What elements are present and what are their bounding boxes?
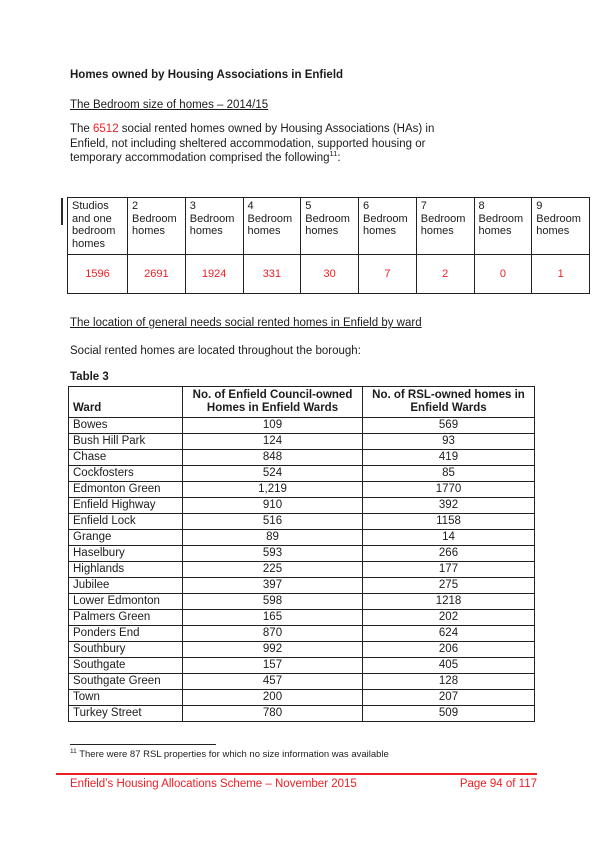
homes-count-cell: 848 — [183, 449, 363, 465]
ward-name-cell: Cockfosters — [69, 465, 183, 481]
bedroom-column-header: 8 Bedroom homes — [474, 198, 532, 255]
homes-count-cell: 14 — [363, 529, 535, 545]
homes-count-cell: 93 — [363, 433, 535, 449]
homes-count-cell: 780 — [183, 705, 363, 721]
ward-row — [69, 497, 535, 513]
ward-row — [69, 529, 535, 545]
ward-row — [69, 673, 535, 689]
bedroom-column-header: 7 Bedroom homes — [416, 198, 474, 255]
ward-name-cell: Bush Hill Park — [69, 433, 183, 449]
footer-rule — [56, 773, 537, 775]
ward-row — [69, 561, 535, 577]
ward-name-cell: Turkey Street — [69, 705, 183, 721]
ward-row — [69, 465, 535, 481]
ward-name-cell: Enfield Highway — [69, 497, 183, 513]
homes-count-cell: 524 — [183, 465, 363, 481]
bedroom-count-cell: 2691 — [128, 255, 186, 294]
homes-count-cell: 207 — [363, 689, 535, 705]
homes-count-cell: 202 — [363, 609, 535, 625]
intro-line1-pre: The — [70, 123, 94, 135]
ward-name-cell: Jubilee — [69, 577, 183, 593]
homes-count-cell: 206 — [363, 641, 535, 657]
homes-count-cell: 392 — [363, 497, 535, 513]
column-header-council-owned: No. of Enfield Council-owned Homes in Enfield Wards — [183, 387, 363, 418]
page-footer — [70, 778, 537, 790]
homes-count-cell: 593 — [183, 545, 363, 561]
homes-count-cell: 1158 — [363, 513, 535, 529]
ward-row — [69, 513, 535, 529]
bedroom-count-cell: 2 — [416, 255, 474, 294]
homes-count-cell: 177 — [363, 561, 535, 577]
homes-count-cell: 457 — [183, 673, 363, 689]
footnote-text: There were 87 RSL properties for which no size information was available — [79, 749, 389, 760]
ward-name-cell: Edmonton Green — [69, 481, 183, 497]
bedroom-column-header: 9 Bedroom homes — [532, 198, 590, 255]
bedroom-count-cell: 0 — [474, 255, 532, 294]
homes-count-cell: 419 — [363, 449, 535, 465]
ward-name-cell: Haselbury — [69, 545, 183, 561]
homes-count-cell: 225 — [183, 561, 363, 577]
bedroom-column-header: Studios and one bedroom homes — [68, 198, 128, 255]
ward-name-cell: Bowes — [69, 417, 183, 433]
bedroom-table-header-row — [68, 198, 590, 255]
homes-count-cell: 516 — [183, 513, 363, 529]
ward-row — [69, 657, 535, 673]
ward-name-cell: Grange — [69, 529, 183, 545]
homes-count-cell: 89 — [183, 529, 363, 545]
homes-count-cell: 397 — [183, 577, 363, 593]
ward-row — [69, 625, 535, 641]
intro-paragraph — [70, 122, 500, 166]
intro-line3: temporary accommodation comprised the following — [70, 152, 330, 165]
homes-count-cell: 1218 — [363, 593, 535, 609]
bedroom-column-header: 6 Bedroom homes — [359, 198, 417, 255]
ward-name-cell: Southbury — [69, 641, 183, 657]
homes-count-cell: 1770 — [363, 481, 535, 497]
ward-row — [69, 593, 535, 609]
bedroom-count-cell: 30 — [301, 255, 359, 294]
homes-count-cell: 509 — [363, 705, 535, 721]
homes-count-cell: 910 — [183, 497, 363, 513]
total-homes-count: 6512 — [93, 123, 119, 135]
bedroom-count-cell: 1924 — [185, 255, 243, 294]
ward-homes-table — [68, 386, 535, 722]
bedroom-count-cell: 1596 — [68, 255, 128, 294]
ward-name-cell: Chase — [69, 449, 183, 465]
homes-count-cell: 157 — [183, 657, 363, 673]
footnote-marker: 11 — [70, 747, 77, 755]
ward-name-cell: Lower Edmonton — [69, 593, 183, 609]
ward-name-cell: Palmers Green — [69, 609, 183, 625]
ward-table-header-row — [69, 387, 535, 418]
ward-row — [69, 449, 535, 465]
ward-name-cell: Town — [69, 689, 183, 705]
footnote — [70, 749, 389, 760]
bedroom-column-header: 5 Bedroom homes — [301, 198, 359, 255]
ward-row — [69, 545, 535, 561]
homes-count-cell: 200 — [183, 689, 363, 705]
intro-colon: : — [337, 152, 341, 165]
homes-count-cell: 598 — [183, 593, 363, 609]
table3-caption: Table 3 — [70, 371, 109, 383]
intro-line1-post: social rented homes owned by Housing Associations (HAs) in — [118, 123, 435, 135]
homes-count-cell: 109 — [183, 417, 363, 433]
bedroom-column-header: 2 Bedroom homes — [128, 198, 186, 255]
column-header-rsl-owned: No. of RSL-owned homes in Enfield Wards — [363, 387, 535, 418]
ward-name-cell: Southgate Green — [69, 673, 183, 689]
ward-name-cell: Enfield Lock — [69, 513, 183, 529]
footnote-separator-rule — [70, 744, 216, 745]
homes-count-cell: 128 — [363, 673, 535, 689]
homes-count-cell: 266 — [363, 545, 535, 561]
homes-count-cell: 870 — [183, 625, 363, 641]
ward-table-body — [69, 417, 535, 721]
ward-row — [69, 609, 535, 625]
ward-row — [69, 433, 535, 449]
bedroom-table-values-row — [68, 255, 590, 294]
homes-count-cell: 405 — [363, 657, 535, 673]
ward-row — [69, 705, 535, 721]
homes-count-cell: 569 — [363, 417, 535, 433]
bedroom-column-header: 4 Bedroom homes — [243, 198, 301, 255]
ward-row — [69, 481, 535, 497]
margin-change-bar — [61, 198, 63, 225]
footer-document-title: Enfield’s Housing Allocations Scheme – November 2015 — [70, 778, 357, 790]
ward-name-cell: Highlands — [69, 561, 183, 577]
ward-row — [69, 641, 535, 657]
footer-page-number: Page 94 of 117 — [459, 778, 537, 790]
ward-row — [69, 417, 535, 433]
bedroom-count-cell: 1 — [532, 255, 590, 294]
ward-row — [69, 689, 535, 705]
section-heading-location: The location of general needs social rented homes in Enfield by ward — [70, 317, 422, 329]
homes-count-cell: 992 — [183, 641, 363, 657]
ward-name-cell: Ponders End — [69, 625, 183, 641]
homes-count-cell: 85 — [363, 465, 535, 481]
homes-count-cell: 165 — [183, 609, 363, 625]
homes-count-cell: 1,219 — [183, 481, 363, 497]
bedroom-column-header: 3 Bedroom homes — [185, 198, 243, 255]
section-heading-bedroom-size: The Bedroom size of homes – 2014/15 — [70, 99, 269, 111]
bedroom-count-cell: 7 — [359, 255, 417, 294]
homes-count-cell: 124 — [183, 433, 363, 449]
homes-count-cell: 624 — [363, 625, 535, 641]
column-header-ward: Ward — [69, 387, 183, 418]
homes-count-cell: 275 — [363, 577, 535, 593]
footnote-reference: 11 — [329, 149, 338, 159]
intro-line2: Enfield, not including sheltered accommodation, supported housing or — [70, 137, 426, 150]
page-title: Homes owned by Housing Associations in Enfield — [70, 69, 344, 81]
location-intro-text: Social rented homes are located throughout the borough: — [70, 345, 361, 357]
bedroom-size-table — [67, 197, 590, 294]
ward-name-cell: Southgate — [69, 657, 183, 673]
bedroom-count-cell: 331 — [243, 255, 301, 294]
ward-row — [69, 577, 535, 593]
